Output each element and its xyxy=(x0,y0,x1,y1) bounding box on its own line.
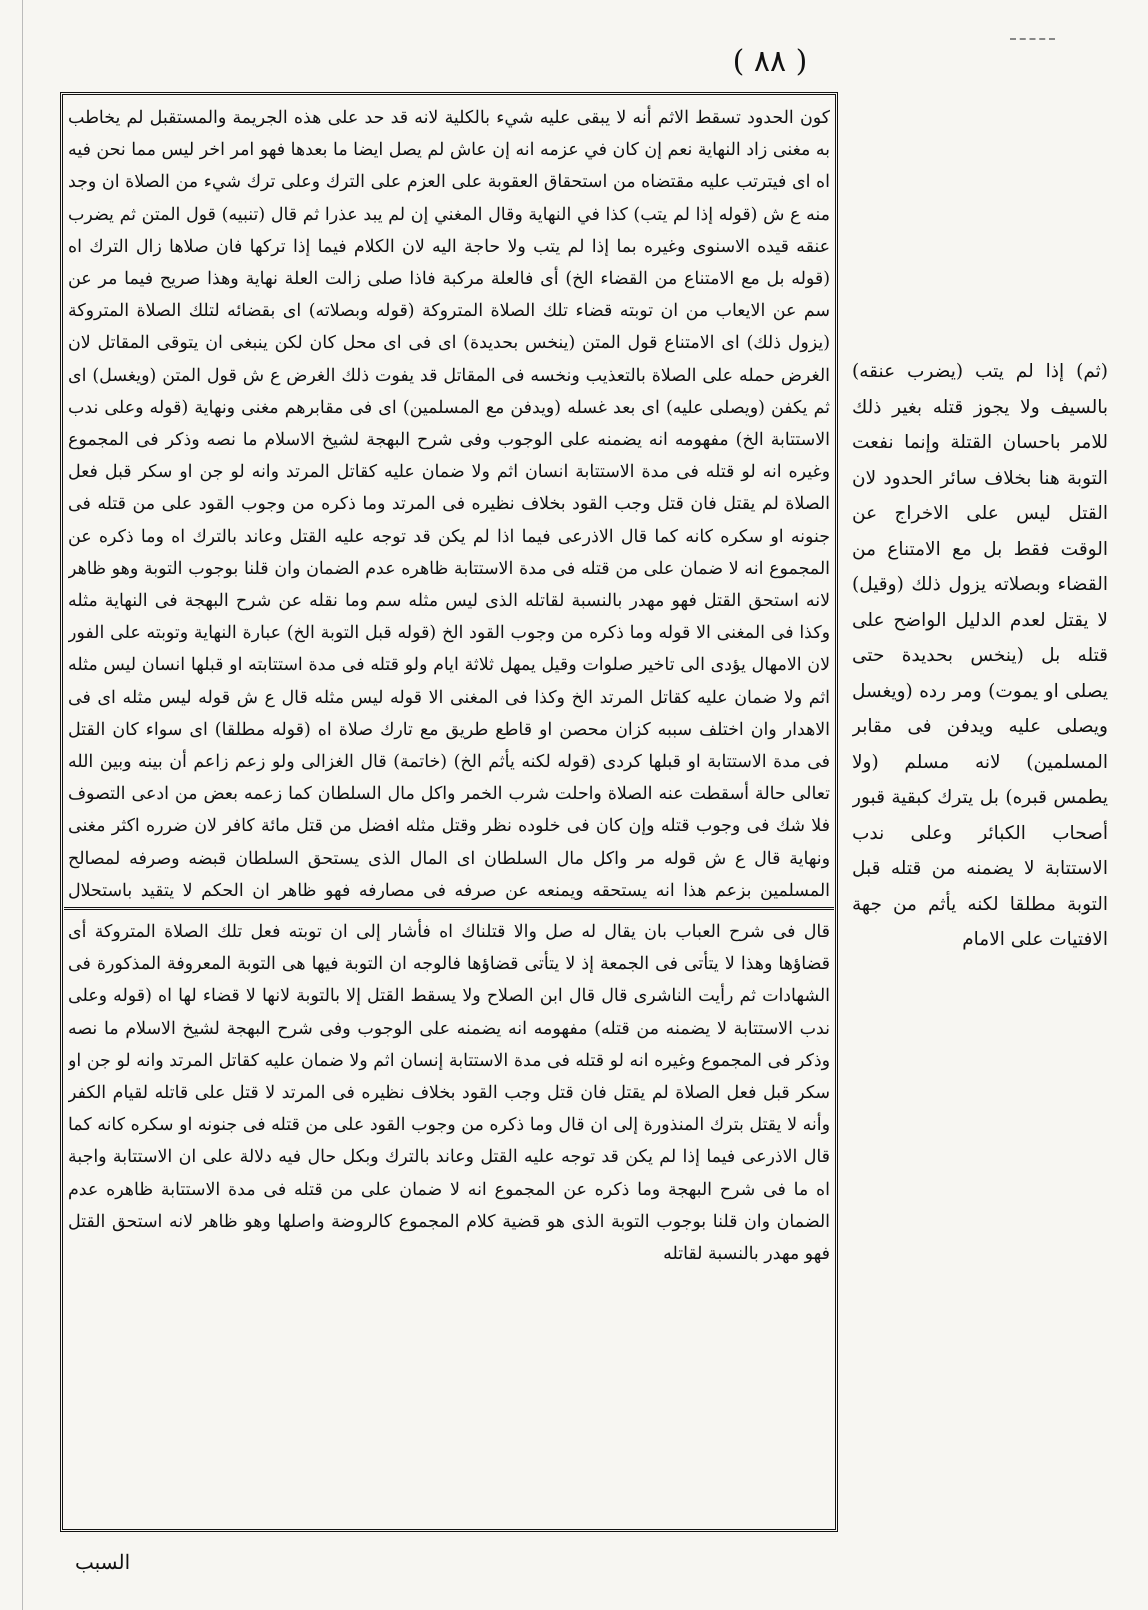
margin-matn-text: (ثم) إذا لم يتب (يضرب عنقه) بالسيف ولا يجوز قتله بغير ذلك للامر باحسان القتلة وإنما نفعت التوبة هنا بخلاف سائر الحدود لان القتل ليس على الاخراج عن الوقت فقط بل مع الامتناع من القضاء وبصلاته يزول ذلك (وقيل) لا يقتل لعدم الدليل الواضح على قتله بل (ينخس بحديدة حتى يصلى او يموت) ومر رده (ويغسل ويصلى عليه ويدفن فى مقابر المسلمين) لانه مسلم (ولا يطمس قبره) بل يترك كبقية قبور أصحاب الكبائر وعلى ندب الاستتابة لا يضمنه من قتله قبل التوبة مطلقا لكنه يأثم من جهة الافتيات على الامام xyxy=(852,361,1108,950)
page-number: ( ٨٨ ) xyxy=(732,44,808,79)
section-divider xyxy=(64,907,834,910)
left-scan-rule xyxy=(22,0,23,1610)
scan-dashes xyxy=(1010,38,1055,40)
catchword: السبب xyxy=(75,1550,131,1574)
footnote-text: قال فى شرح العباب بان يقال له صل والا قتلناك اه فأشار إلى ان توبته فعل تلك الصلاة المتروكة أى قضاؤها وهذا لا يتأتى فى الجمعة إذ لا يتأتى قضاؤها فالوجه ان التوبة فيها هى التوبة المعروفة المذكورة فى الشهادات ثم رأيت الناشرى قال قال ابن الصلاح ولا يسقط القتل إلا بالتوبة لانها لا قضاء لها اه (قوله وعلى ندب الاستتابة لا يضمنه من قتله) مفهومه انه يضمنه على الوجوب وفى شرح البهجة لشيخ الاسلام ما نصه وذكر فى المجموع وغيره انه لو قتله فى مدة الاستتابة إنسان اثم ولا ضمان عليه كقاتل المرتد وانه لو جن او سكر قبل فعل الصلاة لم يقتل فان قتل وجب القود بخلاف نظيره فى المرتد لا قتل على قاتله لقيام الكفر وأنه لا يقتل بترك المنذورة إلى ان قال وما ذكره من وجوب القود على من قتله فى جنونه او سكره كانه كما قال الاذرعى فيما إذا لم يكن قد توجه عليه القتل وعاند بالترك وبكل حال فيه دلالة على ان الاستتابة واجبة اه ما فى شرح البهجة وما ذكره عن المجموع انه لا ضمان على من قتله فى مدة الاستتابة ظاهره عدم الضمان وان قلنا بوجوب التوبة الذى هو قضية كلام المجموع كالروضة واصلها وهو ظاهر لانه استحق القتل فهو مهدر بالنسبة لقاتله xyxy=(68,922,830,1265)
main-commentary-text: كون الحدود تسقط الاثم أنه لا يبقى عليه شيء بالكلية لانه قد حد على هذه الجريمة والمستقبل لم يخاطب به مغنى زاد النهاية نعم إن كان في عزمه انه إن عاش لم يصل ايضا ما بعدها فهو امر اخر ليس مما نحن فيه اه اى فيترتب عليه مقتضاه من استحقاق العقوبة على العزم على الترك وعلى ترك شيء من الصلاة ان وجد منه ع ش (قوله إذا لم يتب) كذا في النهاية وقال المغني إن لم يبد عذرا ثم قال (تنبيه) قول المتن ثم يضرب عنقه قيده الاسنوى وغيره بما إذا لم يتب ولا حاجة اليه لان الكلام فيما إذا تركها فان صلاها زال الترك اه (قوله بل مع الامتناع من القضاء الخ) أى فالعلة مركبة فاذا صلى زالت العلة نهاية وهذا صريح فيما مر عن سم عن الايعاب من ان توبته قضاء تلك الصلاة المتروكة (قوله وبصلاته) اى بقضائه لتلك الصلاة المتروكة (يزول ذلك) اى الامتناع قول المتن (ينخس بحديدة) اى فى اى محل كان لكن ينبغى ان يتوقى المقاتل لان الغرض حمله على الصلاة بالتعذيب ونخسه فى المقاتل قد يفوت ذلك الغرض ع ش قول المتن (ويغسل) اى ثم يكفن (ويصلى عليه) اى بعد غسله (ويدفن مع المسلمين) اى فى مقابرهم مغنى ونهاية (قوله وعلى ندب الاستتابة الخ) مفهومه انه يضمنه على الوجوب وفى شرح البهجة لشيخ الاسلام ما نصه وذكر فى المجموع وغيره انه لو قتله فى مدة الاستتابة انسان اثم ولا ضمان عليه كقاتل المرتد وانه لو جن او سكر قبل فعل الصلاة لم يقتل فان قتل وجب القود بخلاف نظيره فى المرتد وما ذكره من وجوب القود على من قتله فى جنونه او سكره كانه كما قال الاذرعى فيما اذا لم يكن قد توجه عليه القتل وعاند بالترك اه وما ذكره عن المجموع انه لا ضمان على من قتله فى مدة الاستتابة ظاهره عدم الضمان وان قلنا بوجوب التوبة وهو ظاهر لانه استحق القتل فهو مهدر بالنسبة لقاتله الذى ليس مثله سم وما نقله عن شرح البهجة فى النهاية مثله وكذا فى المغنى الا قوله وما ذكره من وجوب القود الخ (قوله قبل التوبة الخ) عبارة النهاية وتوبته على الفور لان الامهال يؤدى الى تاخير صلوات وقيل يمهل ثلاثة ايام ولو قتله فى مدة استتابته او قبلها انسان ليس مثله اثم ولا ضمان عليه كقاتل المرتد الخ وكذا فى المغنى الا قوله ليس مثله قال ع ش قوله ليس مثله اى فى الاهدار وان اختلف سببه كزان محصن او قاطع طريق مع تارك صلاة اه (قوله مطلقا) اى سواء كان القتل فى مدة الاستتابة او قبلها كردى (قوله لكنه يأثم الخ) (خاتمة) قال الغزالى ولو زعم زاعم أن بينه وبين الله تعالى حالة أسقطت عنه الصلاة واحلت شرب الخمر واكل مال السلطان كما زعمه بعض من ادعى التصوف فلا شك فى وجوب قتله وإن كان فى خلوده نظر وقتل مثله افضل من قتل مائة كافر لان ضرره اكثر مغنى ونهاية قال ع ش قوله مر واكل مال السلطان اى المال الذى يستحق السلطان قبضه وصرفه لمصالح المسلمين بزعم هذا انه يستحقه ويمنعه عن صرفه فى مصارفه فهو ظاهر ان الحكم لا يتقيد باستحلال xyxy=(68,108,830,900)
